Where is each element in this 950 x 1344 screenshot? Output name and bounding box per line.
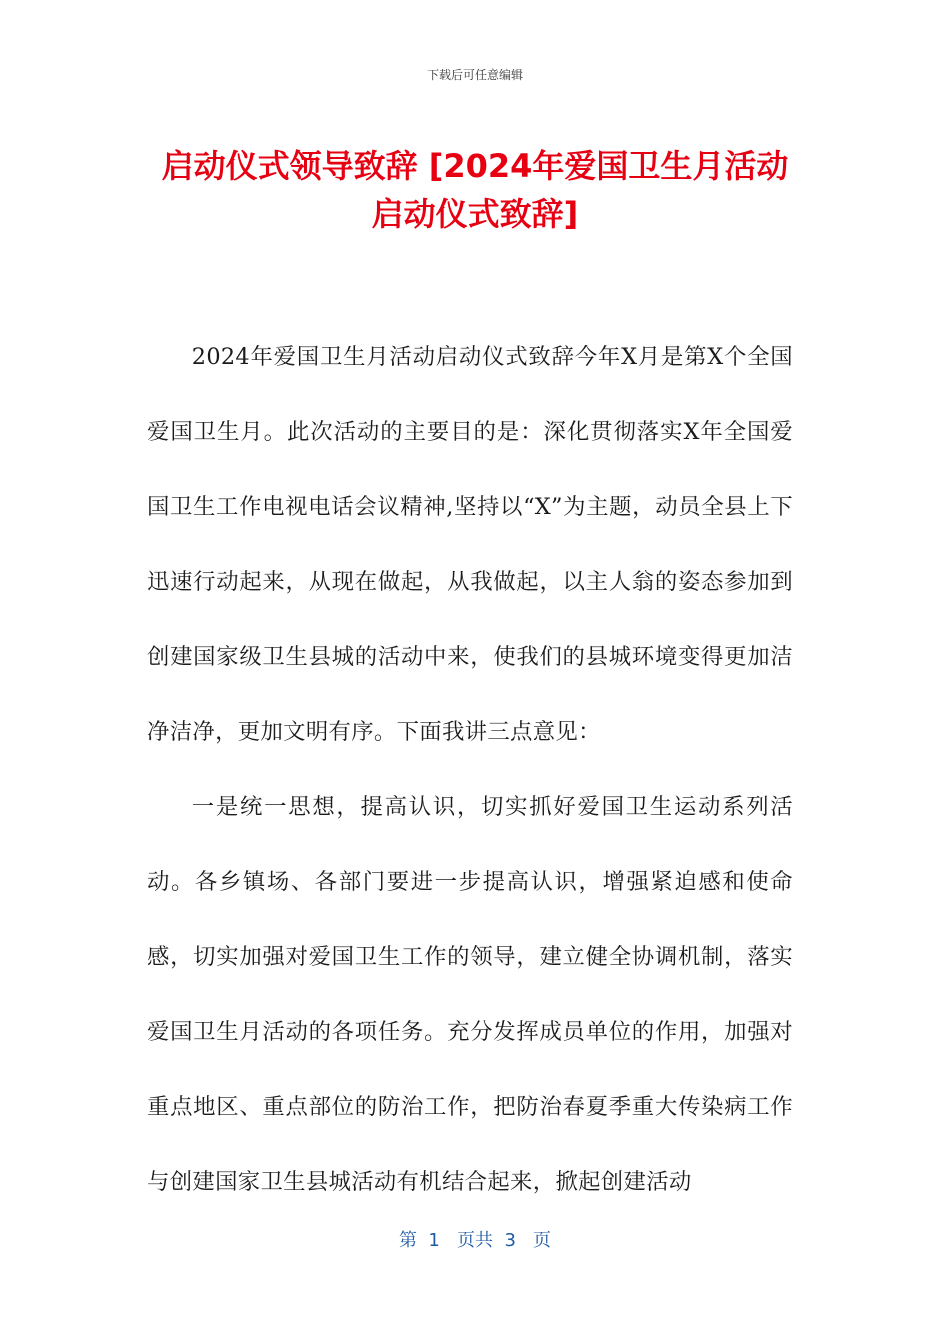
document-body — [147, 320, 793, 1220]
document-title — [120, 142, 830, 238]
body-paragraph-1: 2024年爱国卫生月活动启动仪式致辞今年X月是第X个全国爱国卫生月。此次活动的主要目的是：深化贯彻落实X年全国爱国卫生工作电视电话会议精神,坚持以“X”为主题，动员全县上下迅速行动起来，从现在做起，从我做起，以主人翁的姿态参加到创建国家级卫生县城的活动中来，使我们的县城环境变得更加洁净洁净，更加文明有序。下面我讲三点意见： — [147, 344, 793, 745]
page-number-footer: 第 1 页共 3 页 — [398, 1230, 552, 1251]
page-header-note: 下载后可任意编辑 — [426, 68, 523, 82]
document-title-line-1: 启动仪式领导致辞 [2024年爱国卫生月活动 — [161, 147, 789, 185]
body-paragraph-2: 一是统一思想，提高认识，切实抓好爱国卫生运动系列活动。各乡镇场、各部门要进一步提高认识，增强紧迫感和使命感，切实加强对爱国卫生工作的领导，建立健全协调机制，落实爱国卫生月活动的各项任务。充分发挥成员单位的作用，加强对重点地区、重点部位的防治工作，把防治春夏季重大传染病工作与创建国家卫生县城活动有机结合起来，掀起创建活动 — [147, 794, 793, 1195]
document-title-line-2: 启动仪式致辞] — [371, 195, 579, 233]
